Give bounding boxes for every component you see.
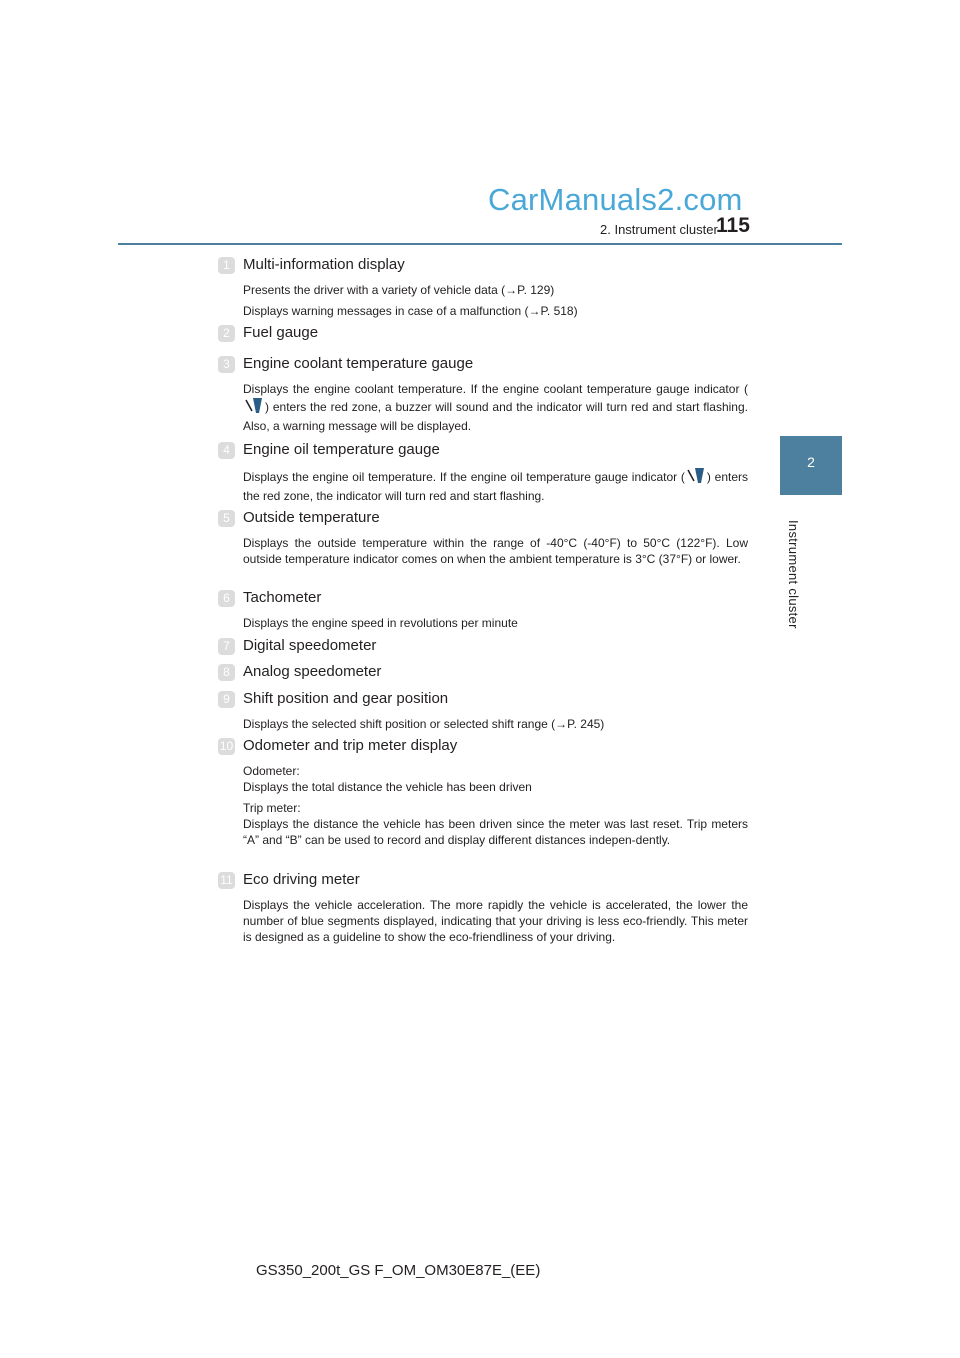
item-title: Shift position and gear position: [243, 690, 449, 707]
item-description: Displays the engine coolant temperature. If the engine coolant temperature gauge indicator () enters the red zone, a buzzer will sound and the indicator will turn red and start flashing. Also, a warning message will be displayed.: [243, 382, 748, 433]
item-description: Displays the outside temperature within the range of -40°C (-40°F) to 50°C (122°F). Low outside temperature indicator comes on when the ambient temperature is 3°C (37°F) or lower.: [243, 536, 748, 566]
description-label: Trip meter:: [243, 801, 301, 815]
item-description: Displays the engine speed in revolutions per minute: [243, 616, 518, 630]
chapter-title: 2. Instrument cluster: [600, 222, 718, 237]
item-description: Displays the selected shift position or selected shift range (→P. 245): [243, 717, 605, 731]
item-title: Outside temperature: [243, 509, 380, 526]
list-item: [218, 255, 748, 324]
item-description: Displays warning messages in case of a malfunction (→P. 518): [243, 304, 578, 318]
item-number-badge: 3: [218, 356, 235, 373]
item-number-badge: 4: [218, 442, 235, 459]
list-item: [218, 508, 748, 572]
item-number-badge: 5: [218, 510, 235, 527]
item-number-badge: 11: [218, 872, 235, 889]
thermometer-gauge-icon: [686, 467, 706, 488]
item-description: Odometer: Displays the total distance the vehicle has been driven: [243, 764, 532, 794]
list-item: [218, 736, 748, 853]
item-description: Trip meter: Displays the distance the vehicle has been driven since the meter was last reset. Trip meters “A” and “B” can be used to record and display different distances indepen-dently.: [243, 801, 748, 847]
watermark: CarManuals2.com: [488, 182, 743, 217]
item-title: Engine coolant temperature gauge: [243, 355, 474, 372]
item-title: Tachometer: [243, 589, 322, 606]
list-item: [218, 354, 748, 439]
description-label: Odometer:: [243, 764, 300, 778]
item-number-badge: 8: [218, 664, 235, 681]
list-item: [218, 323, 748, 345]
thermometer-gauge-icon: [244, 397, 264, 418]
item-number-badge: 10: [219, 739, 234, 753]
item-description: Displays the vehicle acceleration. The more rapidly the vehicle is accelerated, the lower the number of blue segments displayed, indicating that your driving is less eco-friendly. This meter is designed as a guideline to show the eco-friendliness of your driving.: [243, 898, 748, 944]
item-title: Digital speedometer: [243, 637, 377, 654]
chapter-tab[interactable]: [780, 436, 842, 495]
item-description: Presents the driver with a variety of vehicle data (→P. 129): [243, 283, 555, 297]
item-number-badge: 6: [218, 590, 235, 607]
header-divider: [118, 243, 842, 245]
list-item: [218, 662, 748, 684]
item-description: Displays the engine oil temperature. If the engine oil temperature gauge indicator ( ) enters the red zone, the indicator will turn red and start flashing.: [243, 467, 748, 504]
document-code: GS350_200t_GS F_OM_OM30E87E_(EE): [256, 1262, 541, 1279]
item-title: Eco driving meter: [243, 871, 360, 888]
chapter-tab-number: 2: [807, 454, 815, 470]
item-title: Analog speedometer: [243, 663, 382, 680]
item-number-badge: 9: [218, 691, 235, 708]
list-item: [218, 588, 748, 636]
page-number: 115: [716, 214, 750, 237]
item-number-badge: 2: [218, 325, 235, 342]
list-item: [218, 440, 748, 509]
item-number-badge: 1: [218, 257, 235, 274]
item-title: Engine oil temperature gauge: [243, 441, 440, 458]
chapter-side-label: Instrument cluster: [786, 520, 801, 629]
list-item: [218, 689, 748, 737]
item-number-badge: 7: [218, 638, 235, 655]
item-title: Fuel gauge: [243, 324, 319, 341]
item-title: Multi-information display: [243, 256, 405, 273]
list-item: [218, 870, 748, 950]
list-item: [218, 636, 748, 658]
item-title: Odometer and trip meter display: [243, 737, 458, 754]
